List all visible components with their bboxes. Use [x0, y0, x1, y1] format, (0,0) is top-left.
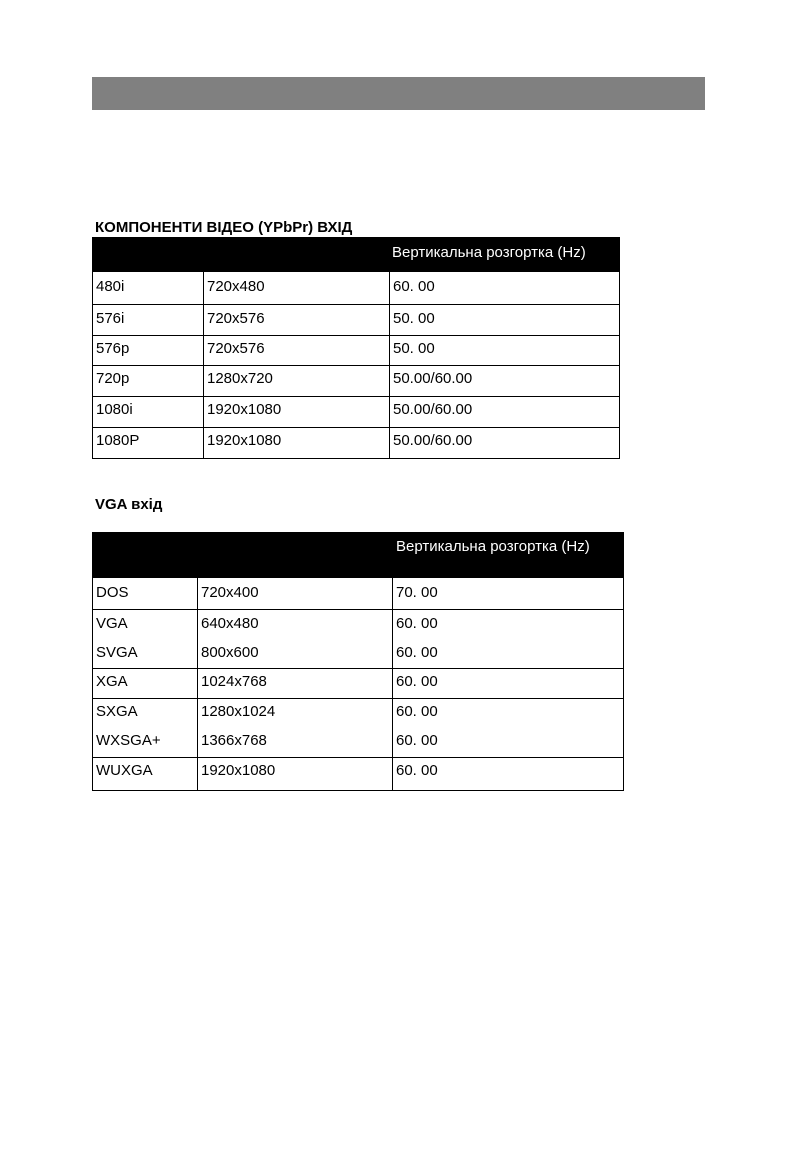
table-row [92, 427, 620, 459]
component-table-header [92, 237, 620, 272]
cell-resolution: 1280x720 [203, 365, 389, 396]
cell-resolution: 1920x1080 [197, 757, 392, 790]
cell-vertical-scan: 60. 00 60. 00 [392, 609, 624, 668]
cell-resolution: 720x400 [197, 578, 392, 609]
cell-mode: 1080i [92, 396, 203, 427]
table-row [92, 272, 620, 305]
cell-mode: 576p [92, 335, 203, 365]
table-row [92, 365, 620, 397]
table-row-group [92, 609, 624, 669]
cell-resolution: 1280x1024 1366x768 [197, 698, 392, 757]
cell-mode: WUXGA [92, 757, 197, 790]
vga-table-header [92, 532, 624, 578]
cell-resolution: 720x576 [203, 304, 389, 335]
vga-table [92, 532, 624, 790]
cell-vertical-scan: 60. 00 60. 00 [392, 698, 624, 757]
table-row-group [92, 698, 624, 758]
header-cell-vertical-scan: Вертикальна розгортка (Hz) [396, 538, 590, 555]
cell-resolution: 720x576 [203, 335, 389, 365]
cell-resolution: 1920x1080 [203, 427, 389, 458]
header-cell-vertical-scan: Вертикальна розгортка (Hz) [392, 244, 586, 261]
cell-vertical-scan: 60. 00 [392, 668, 624, 698]
cell-vertical-scan: 50.00/60.00 [389, 396, 620, 427]
cell-vertical-scan: 50. 00 [389, 304, 620, 335]
cell-vertical-scan: 50. 00 [389, 335, 620, 365]
cell-vertical-scan: 50.00/60.00 [389, 365, 620, 396]
table-row [92, 757, 624, 791]
cell-vertical-scan: 70. 00 [392, 578, 624, 609]
page-header-bar [92, 77, 705, 110]
table-row [92, 335, 620, 366]
cell-mode: 1080P [92, 427, 203, 458]
vga-section-title: VGA вхід [95, 496, 163, 513]
table-row [92, 396, 620, 428]
cell-mode: VGA SVGA [92, 609, 197, 668]
cell-mode: 576i [92, 304, 203, 335]
table-row [92, 304, 620, 336]
component-section-title: КОМПОНЕНТИ ВІДЕО (YPbPr) ВХІД [95, 219, 353, 236]
component-table [92, 237, 620, 459]
cell-mode: 720p [92, 365, 203, 396]
cell-vertical-scan: 60. 00 [389, 272, 620, 304]
cell-resolution: 1024x768 [197, 668, 392, 698]
cell-mode: SXGA WXSGA+ [92, 698, 197, 757]
table-row [92, 578, 624, 610]
table-row [92, 668, 624, 699]
cell-mode: 480i [92, 272, 203, 304]
cell-vertical-scan: 60. 00 [392, 757, 624, 790]
cell-resolution: 640x480 800x600 [197, 609, 392, 668]
cell-resolution: 1920x1080 [203, 396, 389, 427]
cell-resolution: 720x480 [203, 272, 389, 304]
cell-vertical-scan: 50.00/60.00 [389, 427, 620, 458]
cell-mode: XGA [92, 668, 197, 698]
cell-mode: DOS [92, 578, 197, 609]
